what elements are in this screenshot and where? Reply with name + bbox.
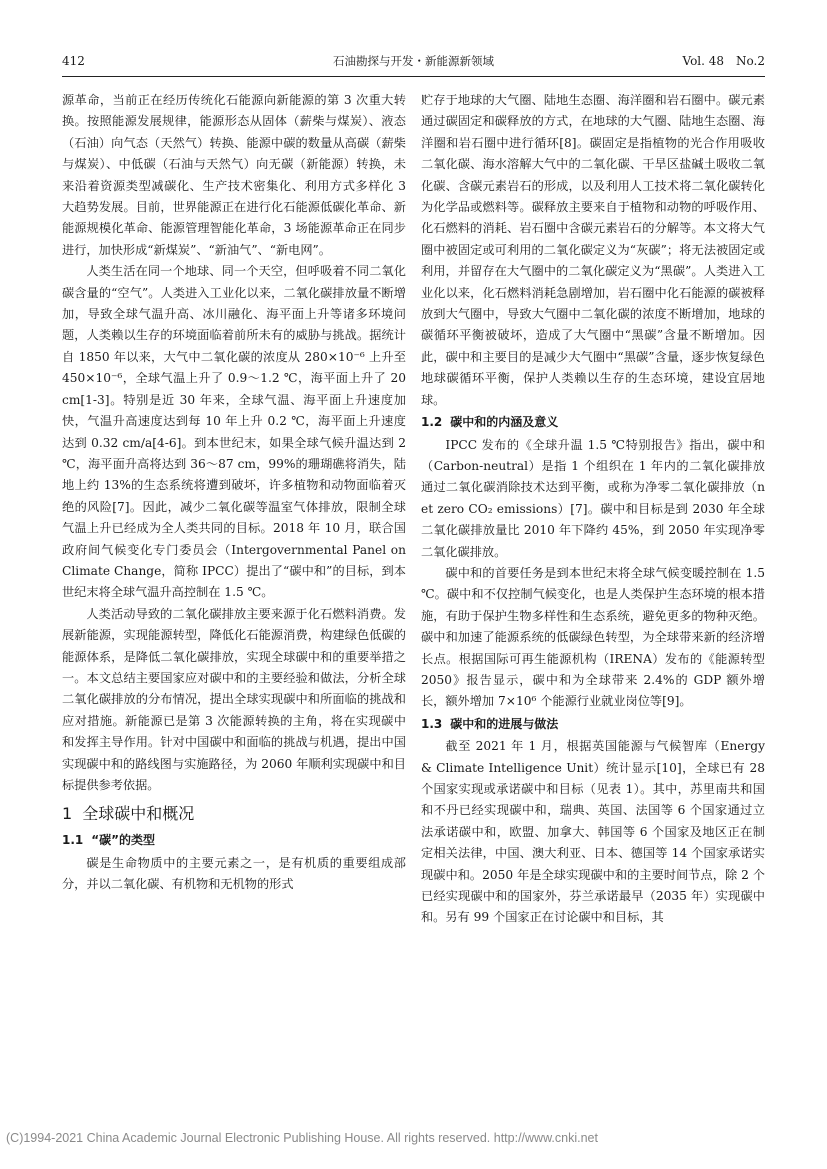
subsection-heading — [62, 830, 406, 851]
running-header — [62, 50, 765, 72]
paragraph: IPCC 发布的《全球升温 1.5 ℃特别报告》指出，碳中和（Carbon-neutral）是指 1 个组织在 1 年内的二氧化碳排放通过二氧化碳消除技术达到平衡，或称为净零二氧化碳排放（net zero CO₂ emissions）[7]。碳中和目标是到 2030 年全球二氧化碳排放量比 2010 年下降约 45%，到 2050 年实现净零二氧化碳排放。 — [421, 437, 765, 559]
section-heading — [62, 802, 406, 826]
paragraph: 源革命，当前正在经历传统化石能源向新能源的第 3 次重大转换。按照能源发展规律，能源形态从固体（薪柴与煤炭）、液态（石油）向气态（天然气）转换、能源中碳的数量从高碳（薪柴与煤炭）、中低碳（石油与天然气）向无碳（新能源）转换，未来沿着资源类型减碳化、生产技术密集化、利用方式多样化 3 大趋势发展。目前，世界能源正在进行化石能源低碳化革命、新能源规模化革命、能源管理智能化革命，3 场能源革命正在同步进行，加快形成“新煤炭”、“新油气”、“新电网”。 — [62, 93, 406, 257]
subsection-heading — [421, 412, 765, 433]
heading-text: 碳中和的进展与做法 — [450, 716, 559, 731]
paragraph: 碳中和的首要任务是到本世纪末将全球气候变暖控制在 1.5 ℃。碳中和不仅控制气候变化，也是人类保护生态环境的根本措施，有助于保护生物多样性和生态系统，避免更多的物种灭绝。碳中和加速了能源系统的低碳绿色转型，为全球带来新的经济增长点。根据国际可再生能源机构（IRENA）发布的《能源转型 2050》报告显示，碳中和为全球带来 2.4%的 GDP 额外增长，额外增加 7×10⁶ 个能源行业就业岗位等[9]。 — [421, 565, 765, 709]
paragraph: 贮存于地球的大气圈、陆地生态圈、海洋圈和岩石圈中。碳元素通过碳固定和碳释放的方式，在地球的大气圈、陆地生态圈、海洋圈和岩石圈中进行循环[8]。碳固定是指植物的光合作用吸收二氧化碳、海水溶解大气中的二氧化碳、干旱区盐碱土吸收二氧化碳、含碳元素岩石的形成，以及利用人工技术将二氧化碳转化为化学品或燃料等。碳释放主要来自于植物和动物的呼吸作用、化石燃料的消耗、岩石圈中含碳元素岩石的分解等。本文将大气圈中被固定或可利用的二氧化碳定义为“灰碳”；将无法被固定或利用，并留存在大气圈中的二氧化碳定义为“黑碳”。人类进入工业化以来，化石燃料消耗急剧增加，岩石圈中化石能源的碳被释放到大气圈中，导致大气圈中二氧化碳的浓度不断增加，地球的碳循环平衡被破坏，造成了大气圈中“黑碳”含量不断增加。因此，碳中和主要目的是减少大气圈中“黑碳”含量，逐步恢复绿色地球碳循环平衡，保护人类赖以生存的生态环境，建设宜居地球。 — [421, 93, 765, 407]
copyright-footer: (C)1994-2021 China Academic Journal Electronic Publishing House. All rights reserved. http://www.cnki.net — [6, 1131, 598, 1145]
heading-text: 全球碳中和概况 — [82, 804, 195, 824]
heading-number: 1 — [62, 804, 73, 824]
paragraph: 碳是生命物质中的主要元素之一，是有机质的重要组成部分，并以二氧化碳、有机物和无机物的形式 — [62, 855, 406, 892]
subsection-heading — [421, 714, 765, 735]
journal-title: 石油勘探与开发・新能源新领域 — [333, 54, 494, 68]
right-column — [421, 90, 765, 929]
heading-number: 1.2 — [421, 415, 443, 430]
heading-text: “碳”的类型 — [91, 833, 156, 848]
paragraph: 人类活动导致的二氧化碳排放主要来源于化石燃料消费。发展新能源，实现能源转型，降低化石能源消费，构建绿色低碳的能源体系，是降低二氧化碳排放，实现全球碳中和的重要举措之一。本文总结主要国家应对碳中和的主要经验和做法，分析全球二氧化碳排放的分布情况，提出全球实现碳中和所面临的挑战和应对措施。新能源已是第 3 次能源转换的主角，将在实现碳中和发挥主导作用。针对中国碳中和面临的挑战与机遇，提出中国实现碳中和的路线图与实施路径，为 2060 年顺利实现碳中和目标提供参考依据。 — [62, 606, 406, 792]
heading-number: 1.3 — [421, 716, 443, 731]
page-number: 412 — [62, 54, 85, 68]
paragraph: 截至 2021 年 1 月，根据英国能源与气候智库（Energy & Climate Intelligence Unit）统计显示[10]，全球已有 28 个国家实现或承诺碳中和目标（见表 1）。其中，苏里南共和国和不丹已经实现碳中和，瑞典、英国、法国等 6 个国家通过立法承诺碳中和，欧盟、加拿大、韩国等 6 个国家及地区正在制定相关法律，中国、澳大利亚、日本、德国等 14 个国家承诺实现碳中和。2050 年是全球实现碳中和的主要时间节点，除 2 个已经实现碳中和的国家外，芬兰承诺最早（2035 年）实现碳中和。另有 99 个国家正在讨论碳中和目标，其 — [421, 739, 765, 925]
volume-issue: Vol. 48 No.2 — [682, 54, 765, 68]
heading-number: 1.1 — [62, 833, 84, 848]
paragraph: 人类生活在同一个地球、同一个天空，但呼吸着不同二氧化碳含量的“空气”。人类进入工业化以来，二氧化碳排放量不断增加，导致全球气温升高、冰川融化、海平面上升等诸多环境问题，人类赖以生存的环境面临着前所未有的威胁与挑战。据统计自 1850 年以来，大气中二氧化碳的浓度从 280×10⁻⁶ 上升至 450×10⁻⁶，全球气温上升了 0.9～1.2 ℃，海平面上升了 20 cm[1-3]。特别是近 30 年来，全球气温、海平面上升速度加快，气温升高速度达到每 10 年上升 0.2 ℃，海平面上升速度达到 0.32 cm/a[4-6]。到本世纪末，如果全球气候升温达到 2 ℃，海平面升高将达到 36～87 cm，99%的珊瑚礁将消失，陆地上约 13%的生态系统将遭到破坏，许多植物和动物面临着灭绝的风险[7]。因此，减少二氧化碳等温室气体排放，限制全球气温上升已经成为全人类共同的目标。2018 年 10 月，联合国政府间气候变化专门委员会（Intergovernmental Panel on Climate Change，简称 IPCC）提出了“碳中和”的目标，到本世纪末将全球气温升高控制在 1.5 ℃。 — [62, 264, 406, 600]
header-rule — [62, 76, 765, 77]
left-column — [62, 90, 406, 896]
heading-text: 碳中和的内涵及意义 — [450, 415, 559, 430]
